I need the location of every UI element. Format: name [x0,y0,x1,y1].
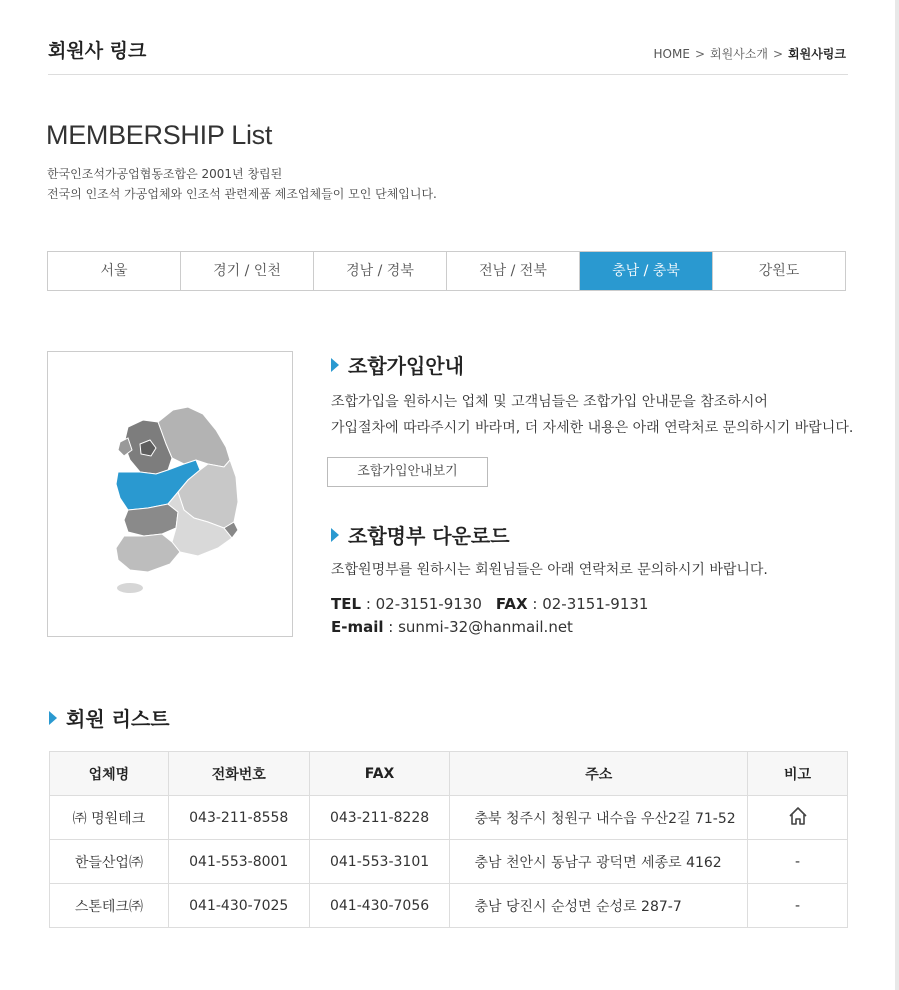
breadcrumb [654,45,846,62]
triangle-right-icon [331,528,339,542]
breadcrumb-current: 회원사링크 [788,47,846,61]
triangle-right-icon [49,711,57,725]
join-section-title [331,350,464,379]
tab-gyeonggi-incheon[interactable]: 경기 / 인천 [181,252,314,290]
member-tel: 041-430-7025 [168,884,309,928]
join-title-text: 조합가입안내 [348,354,464,378]
page-header [48,36,848,75]
chevron-right-icon: > [694,46,705,61]
member-name: 한들산업㈜ [50,840,169,884]
member-list-title [49,703,170,732]
join-guide-button[interactable]: 조합가입안내보기 [327,457,488,487]
breadcrumb-home[interactable]: HOME [653,46,690,61]
breadcrumb-member-intro[interactable]: 회원사소개 [710,47,768,61]
tel-label: TEL [331,595,362,613]
member-address: 충북 청주시 청원구 내수읍 우산2길 71-52 [450,796,748,840]
korea-map-icon [48,352,294,638]
tab-gyeongnam-gyeongbuk[interactable]: 경남 / 경북 [314,252,447,290]
fax-label: FAX [495,595,528,613]
chevron-right-icon: > [772,46,784,61]
member-fax: 043-211-8228 [309,796,450,840]
intro-desc-line: 한국인조석가공업협동조합은 2001년 창립된 [47,167,283,181]
member-note: - [748,884,848,928]
join-description [331,389,853,441]
page-title: 회원사 링크 [48,40,147,62]
member-table [49,751,848,928]
region-tabs [47,251,846,291]
member-note [748,796,848,840]
tab-jeonnam-jeonbuk[interactable]: 전남 / 전북 [447,252,580,290]
scrollbar[interactable] [895,0,899,990]
download-description: 조합원명부를 원하시는 회원님들은 아래 연락처로 문의하시기 바랍니다. [331,562,768,578]
column-header-tel: 전화번호 [168,752,309,796]
contact-phone-line [331,593,648,616]
map-region-jeonnam[interactable] [116,534,180,572]
intro-description [47,164,437,204]
tab-chungnam-chungbuk[interactable]: 충남 / 충북 [580,252,713,290]
table-row [50,884,848,928]
join-desc-line: 조합가입을 원하시는 업체 및 고객님들은 조합가입 안내문을 참조하시어 [331,394,768,410]
join-desc-line: 가입절차에 따라주시기 바라며, 더 자세한 내용은 아래 연락처로 문의하시기 바랍니다. [331,420,854,436]
column-header-address: 주소 [450,752,748,796]
member-note: - [748,840,848,884]
fax-value: : 02-3151-9131 [527,595,649,613]
korea-map [47,351,293,637]
home-icon[interactable] [787,805,809,831]
tab-seoul[interactable]: 서울 [48,252,181,290]
member-address: 충남 당진시 순성면 순성로 287-7 [450,884,748,928]
contact-info [331,593,648,639]
triangle-right-icon [331,358,339,372]
member-tel: 041-553-8001 [168,840,309,884]
member-fax: 041-553-3101 [309,840,450,884]
tel-value: : 02-3151-9130 [361,595,482,613]
email-label: E-mail [331,618,384,636]
column-header-fax: FAX [309,752,450,796]
map-region-jeju[interactable] [117,583,143,593]
email-value[interactable]: : sunmi-32@hanmail.net [383,618,573,636]
column-header-name: 업체명 [50,752,169,796]
member-name: 스톤테크㈜ [50,884,169,928]
intro-title: MEMBERSHIP List [46,120,273,150]
member-name: ㈜ 명원테크 [50,796,169,840]
member-tel: 043-211-8558 [168,796,309,840]
member-list-title-text: 회원 리스트 [66,707,170,731]
intro-desc-line: 전국의 인조석 가공업체와 인조석 관련제품 제조업체들이 모인 단체입니다. [47,187,437,201]
member-fax: 041-430-7056 [309,884,450,928]
table-row [50,840,848,884]
table-header-row [50,752,848,796]
table-row [50,796,848,840]
download-section-title [331,520,510,549]
tab-gangwon[interactable]: 강원도 [758,263,800,279]
member-address: 충남 천안시 동남구 광덕면 세종로 4162 [450,840,748,884]
contact-email-line [331,616,648,639]
download-title-text: 조합명부 다운로드 [348,524,510,548]
column-header-note: 비고 [748,752,848,796]
